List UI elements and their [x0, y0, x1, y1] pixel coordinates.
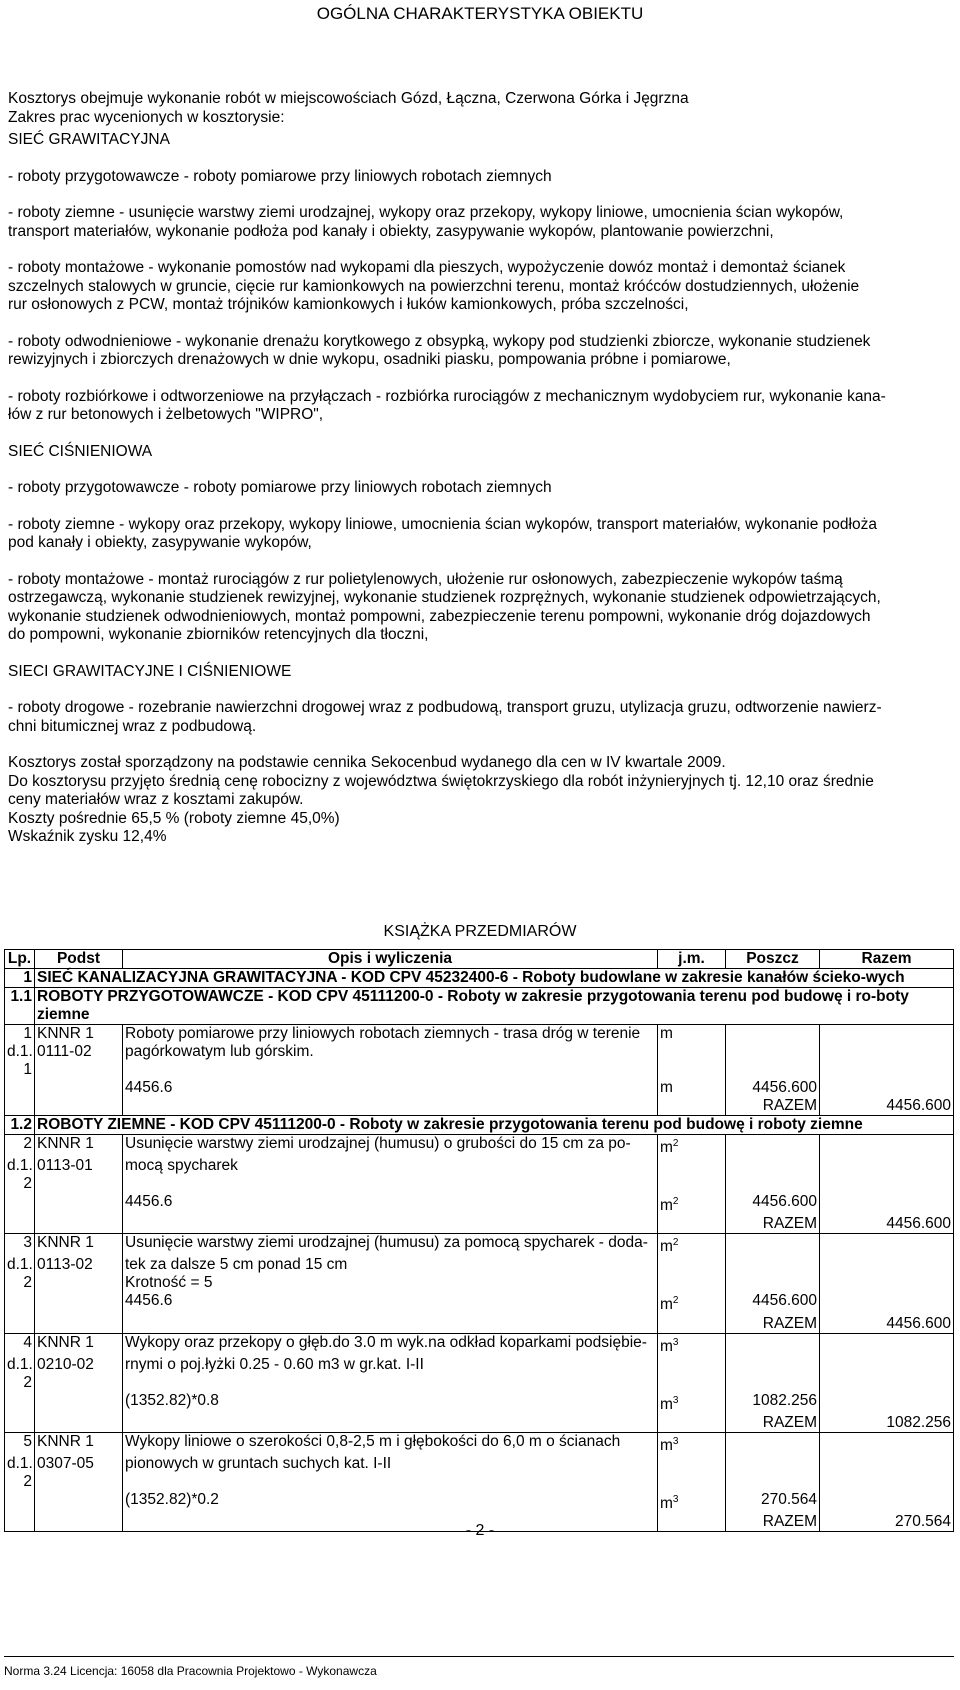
item-razem-blank: [820, 1043, 954, 1061]
item-lp: 2: [5, 1135, 35, 1158]
intro-text: - roboty odwodnieniowe - wykonanie drenażu korytkowego z obsypką, wykopy pod studzienki zbiorcze, wykonanie studzienek: [8, 332, 871, 350]
razem-row: [5, 1215, 954, 1234]
col-header-jm: j.m.: [658, 950, 726, 969]
item-razem-blank: [820, 1274, 954, 1292]
unit-text: m: [660, 1495, 673, 1513]
calc-lp-blank: [5, 1292, 35, 1314]
item-row: [5, 1234, 954, 1257]
intro-text: rur osłonowych z PCW, montaż trójników kamionkowych i łuków kamionkowych, próba szczelności,: [8, 296, 689, 313]
item-description: Wykopy liniowe o szerokości 0,8-2,5 m i głębokości do 6,0 m o ścianach: [123, 1432, 658, 1455]
calc-lp-blank: [5, 1392, 35, 1414]
calc-expression: (1352.82)*0.8: [123, 1392, 658, 1414]
item-lp: d.1.: [5, 1455, 35, 1473]
col-header-podst: Podst: [35, 950, 123, 969]
calc-row: [5, 1292, 954, 1314]
calc-row: [5, 1491, 954, 1513]
unit-blank: [658, 1157, 726, 1175]
intro-text: chni bitumicznej wraz z podbudową.: [8, 717, 257, 735]
intro-text: Wskaźnik zysku 12,4%: [8, 828, 167, 845]
razem-opis-blank: [123, 1215, 658, 1234]
item-razem-blank: [820, 1432, 954, 1455]
unit-text: m: [660, 1296, 673, 1314]
razem-label: RAZEM: [726, 1215, 820, 1234]
razem-value: 4456.600: [820, 1097, 954, 1116]
calc-razem-blank: [820, 1292, 954, 1314]
calc-lp-blank: [5, 1491, 35, 1513]
item-poszcz-blank: [726, 1043, 820, 1061]
item-razem-blank: [820, 1025, 954, 1044]
unit-cell: [658, 1432, 726, 1455]
item-lp: d.1.: [5, 1356, 35, 1374]
item-podst: 0307-05: [35, 1455, 123, 1473]
item-razem-blank: [820, 1135, 954, 1158]
intro-text: Kosztorys został sporządzony na podstawie cennika Sekocenbud wydanego dla cen w IV kwartale 2009.: [8, 754, 726, 771]
intro-text: Koszty pośrednie 65,5 % (roboty ziemne 45,0%): [8, 809, 340, 827]
unit-exponent: 2: [672, 1295, 679, 1307]
item-poszcz-blank: [726, 1455, 820, 1473]
intro-text: szczelnych stalowych w gruncie, cięcie rur kamionkowych na powierzchni terenu, montaż króćców dostudziennych, ułożenie: [8, 277, 860, 295]
calc-razem-blank: [820, 1079, 954, 1097]
item-podst-blank: [35, 1061, 123, 1079]
razem-lp-blank: [5, 1414, 35, 1433]
footer-text: Norma 3.24 Licencja: 16058 dla Pracownia Projektowo - Wykonawcza: [4, 1664, 377, 1678]
unit-blank: [658, 1274, 726, 1292]
item-description: pagórkowatym lub górskim.: [123, 1043, 658, 1061]
unit-exponent: 3: [672, 1336, 679, 1348]
razem-row: [5, 1414, 954, 1433]
page-title: OGÓLNA CHARAKTERYSTYKA OBIEKTU: [316, 4, 644, 23]
item-description: [123, 1374, 658, 1392]
item-podst-blank: [35, 1274, 123, 1292]
item-description: [123, 1175, 658, 1193]
page-number: - 2 -: [465, 1522, 495, 1539]
col-header-lp: Lp.: [5, 950, 35, 969]
item-poszcz-blank: [726, 1025, 820, 1044]
unit-text: m: [660, 1395, 673, 1413]
item-lp: 1: [5, 1061, 35, 1079]
section-lp: 1: [5, 969, 35, 988]
razem-label: RAZEM: [726, 1097, 820, 1116]
unit-blank: [658, 1455, 726, 1473]
item-lp: 4: [5, 1333, 35, 1356]
item-razem-blank: [820, 1356, 954, 1374]
item-row: [5, 1356, 954, 1374]
item-razem-blank: [820, 1374, 954, 1392]
unit-blank: [658, 1256, 726, 1274]
item-lp: 2: [5, 1473, 35, 1491]
item-razem-blank: [820, 1234, 954, 1257]
intro-text: transport materiałów, wykonanie podłoża pod kanały i obiekty, zasypywanie wykopów, plantowanie powierzchni,: [8, 222, 774, 240]
unit-exponent: 3: [672, 1394, 679, 1406]
calc-row: [5, 1392, 954, 1414]
item-description: Krotność = 5: [123, 1274, 658, 1292]
item-podst: 0111-02: [35, 1043, 123, 1061]
item-row: [5, 1374, 954, 1392]
intro-text: łów z rur betonowych i żelbetowych "WIPRO",: [8, 406, 324, 423]
item-razem-blank: [820, 1473, 954, 1491]
item-row: [5, 1025, 954, 1044]
item-podst-blank: [35, 1175, 123, 1193]
item-poszcz-blank: [726, 1432, 820, 1455]
section-lp: 1.2: [5, 1116, 35, 1135]
razem-value: 4456.600: [820, 1315, 954, 1334]
calc-razem-blank: [820, 1491, 954, 1513]
razem-opis-blank: [123, 1097, 658, 1116]
unit-cell: [658, 1193, 726, 1215]
item-row: [5, 1061, 954, 1079]
item-description: mocą spycharek: [123, 1157, 658, 1175]
calc-lp-blank: [5, 1193, 35, 1215]
unit-text: m: [660, 1238, 673, 1256]
item-lp: d.1.: [5, 1157, 35, 1175]
razem-jm-blank: [658, 1097, 726, 1116]
unit-cell: [658, 1392, 726, 1414]
calc-lp-blank: [5, 1079, 35, 1097]
razem-opis-blank: [123, 1315, 658, 1334]
unit-blank: [658, 1374, 726, 1392]
unit-exponent: 2: [672, 1138, 679, 1149]
table-header-row: [5, 950, 954, 969]
item-podst: KNNR 1: [35, 1025, 123, 1044]
section-row: [5, 988, 954, 1025]
razem-podst-blank: [35, 1315, 123, 1334]
calc-expression: (1352.82)*0.2: [123, 1491, 658, 1513]
item-poszcz-blank: [726, 1135, 820, 1158]
unit-text: m: [660, 1139, 673, 1157]
intro-section: [8, 90, 953, 847]
item-razem-blank: [820, 1256, 954, 1274]
item-row: [5, 1473, 954, 1491]
calc-podst-blank: [35, 1491, 123, 1513]
intro-text: Kosztorys obejmuje wykonanie robót w miejscowościach Gózd, Łączna, Czerwona Górka i Jęgrzna: [8, 90, 689, 107]
item-row: [5, 1432, 954, 1455]
calc-podst-blank: [35, 1292, 123, 1314]
section-title: ROBOTY ZIEMNE - KOD CPV 45111200-0 - Roboty w zakresie przygotowania terenu pod budowę i roboty ziemne: [35, 1116, 954, 1135]
unit-blank: [658, 1043, 726, 1061]
calc-expression: 4456.6: [123, 1079, 658, 1097]
item-description: Usunięcie warstwy ziemi urodzajnej (humusu) o grubości do 15 cm za po-: [123, 1135, 658, 1158]
unit-text: m: [660, 1337, 673, 1355]
item-podst: 0113-02: [35, 1256, 123, 1274]
unit-cell: [658, 1491, 726, 1513]
intro-text: do pompowni, wykonanie zbiorników retencyjnych dla tłoczni,: [8, 626, 429, 643]
ksiazka-title: KSIĄŻKA PRZEDMIARÓW: [383, 923, 577, 940]
intro-text: - roboty ziemne - usunięcie warstwy ziemi urodzajnej, wykopy oraz przekopy, wykopy liniowe, umocnienia ścian wykopów,: [8, 204, 844, 221]
calc-poszcz: 1082.256: [726, 1392, 820, 1414]
razem-value: 4456.600: [820, 1215, 954, 1234]
intro-text: wykonanie studzienek odwodnieniowych, montaż pompowni, zabezpieczenie terenu pompowni, wykonanie dróg dojazdowych: [8, 607, 871, 625]
item-podst: 0210-02: [35, 1356, 123, 1374]
unit-blank: [658, 1175, 726, 1193]
section-row: [5, 1116, 954, 1135]
item-poszcz-blank: [726, 1256, 820, 1274]
calc-razem-blank: [820, 1392, 954, 1414]
calc-razem-blank: [820, 1193, 954, 1215]
calc-poszcz: 4456.600: [726, 1292, 820, 1314]
section-heading: SIECI GRAWITACYJNE I CIŚNIENIOWE: [8, 662, 292, 680]
razem-lp-blank: [5, 1315, 35, 1334]
item-poszcz-blank: [726, 1333, 820, 1356]
footer-divider: [4, 1656, 954, 1657]
unit-exponent: 3: [672, 1494, 679, 1506]
unit-text: m: [660, 1025, 673, 1042]
razem-label: RAZEM: [726, 1315, 820, 1334]
item-description: Usunięcie warstwy ziemi urodzajnej (humusu) za pomocą spycharek - doda-: [123, 1234, 658, 1257]
intro-text: - roboty rozbiórkowe i odtworzeniowe na przyłączach - rozbiórka rurociągów z mechanicznym wydobyciem rur, wykonanie kana-: [8, 387, 886, 405]
item-lp: 2: [5, 1374, 35, 1392]
item-razem-blank: [820, 1333, 954, 1356]
razem-lp-blank: [5, 1215, 35, 1234]
razem-row: [5, 1097, 954, 1116]
item-poszcz-blank: [726, 1061, 820, 1079]
col-header-opis: Opis i wyliczenia: [123, 950, 658, 969]
intro-text: rewizyjnych i zbiorczych drenażowych w dnie wykopu, osadniki piasku, pompowania próbne i pomiarowe,: [8, 351, 731, 368]
unit-text: m: [660, 1079, 673, 1096]
item-lp: d.1.: [5, 1043, 35, 1061]
calc-poszcz: 4456.600: [726, 1193, 820, 1215]
item-description: rnymi o poj.łyżki 0.25 - 0.60 m3 w gr.kat. I-II: [123, 1356, 658, 1374]
intro-text: ceny materiałów wraz z kosztami zakupów.: [8, 791, 304, 808]
item-poszcz-blank: [726, 1157, 820, 1175]
col-header-poszcz: Poszcz: [726, 950, 820, 969]
unit-cell: [658, 1079, 726, 1097]
unit-exponent: 3: [672, 1435, 679, 1447]
item-razem-blank: [820, 1175, 954, 1193]
item-lp: 3: [5, 1234, 35, 1257]
calc-poszcz: 270.564: [726, 1491, 820, 1513]
unit-cell: [658, 1135, 726, 1158]
razem-jm-blank: [658, 1315, 726, 1334]
item-poszcz-blank: [726, 1473, 820, 1491]
item-poszcz-blank: [726, 1374, 820, 1392]
item-row: [5, 1333, 954, 1356]
calc-poszcz: 4456.600: [726, 1079, 820, 1097]
item-poszcz-blank: [726, 1234, 820, 1257]
item-lp: d.1.: [5, 1256, 35, 1274]
item-poszcz-blank: [726, 1274, 820, 1292]
item-lp: 1: [5, 1025, 35, 1044]
section-heading: SIEĆ GRAWITACYJNA: [8, 131, 170, 148]
unit-cell: [658, 1333, 726, 1356]
item-description: Wykopy oraz przekopy o głęb.do 3.0 m wyk.na odkład koparkami podsiębie-: [123, 1333, 658, 1356]
item-row: [5, 1455, 954, 1473]
razem-podst-blank: [35, 1414, 123, 1433]
section-title: ROBOTY PRZYGOTOWAWCZE - KOD CPV 45111200-0 - Roboty w zakresie przygotowania terenu pod budowę i ro-boty ziemne: [35, 988, 954, 1025]
unit-cell: [658, 1292, 726, 1314]
intro-text: ostrzegawczą, wykonanie studzienek rewizyjnej, wykonanie studzienek rozprężnych, wykonanie studzienek odpowietrzających,: [8, 589, 881, 606]
calc-podst-blank: [35, 1193, 123, 1215]
unit-exponent: 2: [672, 1196, 679, 1208]
item-podst-blank: [35, 1473, 123, 1491]
item-podst-blank: [35, 1374, 123, 1392]
intro-text: - roboty montażowe - montaż rurociągów z rur polietylenowych, ułożenie rur osłonowych, zabezpieczenie wykopów taśmą: [8, 570, 843, 588]
intro-text: - roboty przygotowawcze - roboty pomiarowe przy liniowych robotach ziemnych: [8, 167, 552, 185]
razem-lp-blank: [5, 1097, 35, 1116]
col-header-razem: Razem: [820, 950, 954, 969]
item-row: [5, 1274, 954, 1292]
intro-text: Zakres prac wycenionych w kosztorysie:: [8, 108, 285, 126]
unit-blank: [658, 1356, 726, 1374]
razem-value: 1082.256: [820, 1414, 954, 1433]
item-description: Roboty pomiarowe przy liniowych robotach ziemnych - trasa dróg w terenie: [123, 1025, 658, 1044]
intro-text: pod kanały i obiekty, zasypywanie wykopów,: [8, 534, 312, 551]
calc-podst-blank: [35, 1392, 123, 1414]
section-title: SIEĆ KANALIZACYJNA GRAWITACYJNA - KOD CPV 45232400-6 - Roboty budowlane w zakresie kanałów ścieko-wych: [35, 969, 954, 988]
item-description: [123, 1473, 658, 1491]
item-razem-blank: [820, 1455, 954, 1473]
item-row: [5, 1157, 954, 1175]
item-podst: 0113-01: [35, 1157, 123, 1175]
item-podst: KNNR 1: [35, 1333, 123, 1356]
razem-podst-blank: [35, 1215, 123, 1234]
razem-opis-blank: [123, 1414, 658, 1433]
razem-value: 270.564: [820, 1513, 954, 1532]
razem-row: [5, 1315, 954, 1334]
item-poszcz-blank: [726, 1175, 820, 1193]
item-description: [123, 1061, 658, 1079]
unit-cell: [658, 1234, 726, 1257]
razem-jm-blank: [658, 1215, 726, 1234]
item-description: pionowych w gruntach suchych kat. I-II: [123, 1455, 658, 1473]
razem-podst-blank: [35, 1097, 123, 1116]
razem-label: RAZEM: [726, 1414, 820, 1433]
razem-label: RAZEM: [726, 1513, 820, 1532]
item-lp: 2: [5, 1175, 35, 1193]
unit-cell: [658, 1025, 726, 1044]
unit-text: m: [660, 1437, 673, 1455]
item-lp: 2: [5, 1274, 35, 1292]
item-description: tek za dalsze 5 cm ponad 15 cm: [123, 1256, 658, 1274]
item-podst: KNNR 1: [35, 1432, 123, 1455]
item-row: [5, 1175, 954, 1193]
calc-podst-blank: [35, 1079, 123, 1097]
item-row: [5, 1256, 954, 1274]
intro-text: - roboty montażowe - wykonanie pomostów nad wykopami dla pieszych, wypożyczenie dowóz montaż i demontaż ścianek: [8, 259, 846, 276]
calc-expression: 4456.6: [123, 1193, 658, 1215]
item-podst: KNNR 1: [35, 1135, 123, 1158]
unit-text: m: [660, 1197, 673, 1215]
calc-row: [5, 1079, 954, 1097]
section-heading: SIEĆ CIŚNIENIOWA: [8, 442, 153, 460]
przedmiar-table: [4, 949, 954, 1532]
intro-text: - roboty przygotowawcze - roboty pomiarowe przy liniowych robotach ziemnych: [8, 479, 552, 496]
calc-expression: 4456.6: [123, 1292, 658, 1314]
unit-blank: [658, 1473, 726, 1491]
calc-row: [5, 1193, 954, 1215]
item-row: [5, 1043, 954, 1061]
item-razem-blank: [820, 1157, 954, 1175]
intro-text: - roboty ziemne - wykopy oraz przekopy, wykopy liniowe, umocnienia ścian wykopów, transport materiałów, wykonanie podłoża: [8, 515, 877, 533]
item-podst: KNNR 1: [35, 1234, 123, 1257]
item-razem-blank: [820, 1061, 954, 1079]
section-row: [5, 969, 954, 988]
intro-text: Do kosztorysu przyjęto średnią cenę robocizny z województwa świętokrzyskiego dla robót inżynieryjnych tj. 12,10 oraz średnie: [8, 772, 874, 790]
item-poszcz-blank: [726, 1356, 820, 1374]
item-row: [5, 1135, 954, 1158]
unit-exponent: 2: [672, 1237, 679, 1249]
section-lp: 1.1: [5, 988, 35, 1025]
razem-jm-blank: [658, 1414, 726, 1433]
item-lp: 5: [5, 1432, 35, 1455]
intro-text: - roboty drogowe - rozebranie nawierzchni drogowej wraz z podbudową, transport gruzu, utylizacja gruzu, odtworzenie nawierz-: [8, 699, 882, 716]
unit-blank: [658, 1061, 726, 1079]
